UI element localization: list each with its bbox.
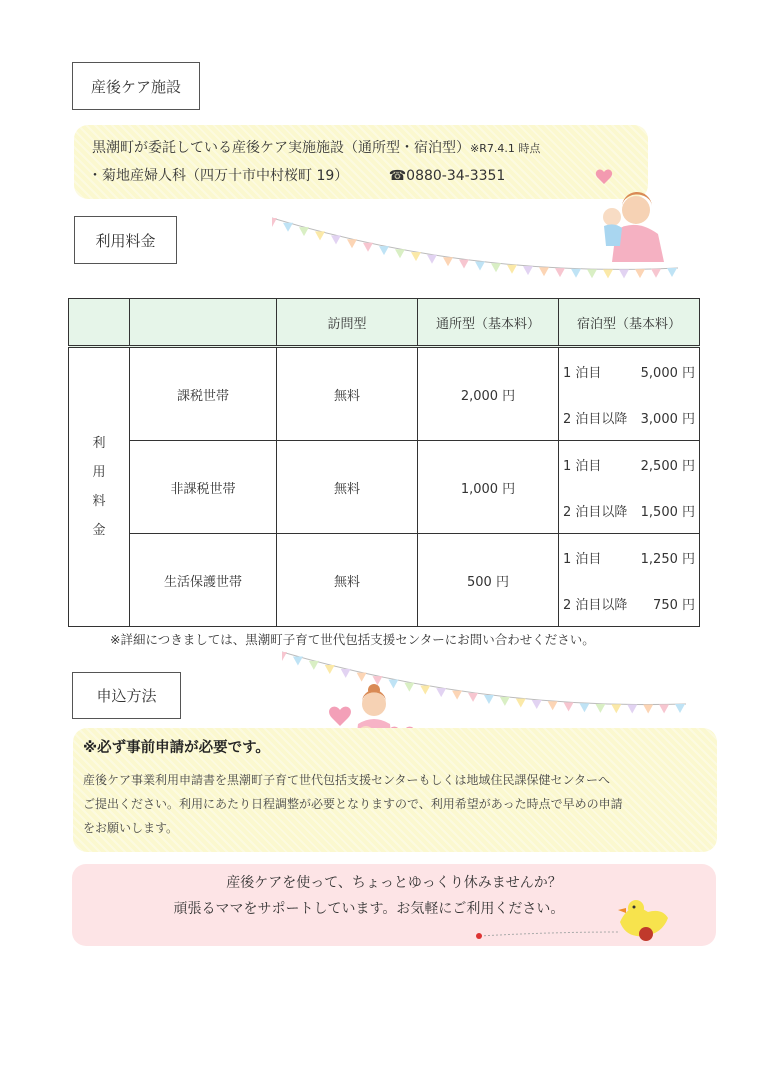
stay-label: 2 泊目以降 [563, 411, 628, 427]
category-cell: 課税世帯 [130, 347, 277, 441]
bunting-flag [459, 259, 469, 268]
closing-line-1: 産後ケアを使って、ちょっとゆっくり休みませんか？ [226, 875, 562, 891]
bunting-flag [484, 695, 494, 704]
application-panel [73, 728, 717, 852]
bunting-flag [539, 267, 549, 276]
bunting-flag [564, 702, 574, 711]
stay-label: 2 泊目以降 [563, 504, 628, 520]
heading-text: 利用料金 [95, 231, 156, 250]
header-blank-1 [69, 299, 130, 347]
bunting-flag [293, 657, 303, 666]
bunting-flag [635, 269, 645, 278]
stay-label: 1 泊目 [563, 365, 602, 381]
bunting-flag [619, 269, 629, 278]
bunting-flag [452, 691, 462, 700]
header-blank-2 [130, 299, 277, 347]
stay-cell [559, 534, 700, 627]
date-note: ※R7.4.1 時点 [470, 142, 541, 155]
bunting-flag [411, 252, 421, 261]
day-cell: 2,000 円 [418, 347, 559, 441]
duck-toy-illustration [470, 896, 672, 946]
bunting-flag [363, 243, 373, 252]
application-text-line: 産後ケア事業利用申請書を黒潮町子育て世代包括支援センターもしくは地域住民課保健センターへ [83, 773, 611, 787]
visit-cell: 無料 [277, 441, 418, 534]
header-visit: 訪問型 [277, 299, 418, 347]
bunting-flag [651, 269, 661, 278]
day-cell: 500 円 [418, 534, 559, 627]
bunting-flag [309, 661, 319, 670]
section-heading-apply [72, 672, 181, 719]
bunting-flag [427, 255, 437, 264]
category-cell: 生活保護世帯 [130, 534, 277, 627]
header-day: 通所型（基本料） [418, 299, 559, 347]
heading-text: 産後ケア施設 [90, 77, 181, 96]
stay-label: 2 泊目以降 [563, 597, 628, 613]
stay-value: 1,500 円 [640, 504, 695, 520]
bunting-flag [341, 669, 351, 678]
section-heading-fees [74, 216, 177, 264]
visit-cell: 無料 [277, 534, 418, 627]
bunting-flag [443, 257, 453, 266]
bunting-flag [507, 265, 517, 274]
bunting-flag [468, 693, 478, 702]
heading-text: 申込方法 [96, 687, 157, 705]
row-label-char: 金 [92, 523, 106, 538]
bunting-flag [667, 268, 677, 277]
bunting-flag [516, 699, 526, 708]
bunting-flag [603, 269, 613, 278]
stay-value: 1,250 円 [640, 551, 695, 567]
stay-value: 2,500 円 [640, 458, 695, 474]
category-cell: 非課税世帯 [130, 441, 277, 534]
bunting-decoration [272, 216, 678, 282]
bunting-flag [659, 704, 669, 713]
application-text-line: ご提出ください。利用にあたり日程調整が必要となりますので、利用希望があった時点で早めの申請 [83, 797, 623, 811]
bunting-flag [379, 246, 389, 255]
visit-cell: 無料 [277, 347, 418, 441]
bunting-flag [331, 235, 341, 244]
bunting-flag [643, 705, 653, 714]
bunting-flag [587, 269, 597, 278]
row-label-char: 料 [92, 494, 106, 509]
bunting-flag [675, 704, 685, 713]
row-label-char: 用 [92, 465, 106, 480]
bunting-flag [475, 261, 485, 270]
stay-value: 5,000 円 [640, 365, 695, 381]
bunting-flag [595, 704, 605, 713]
row-label-fee [69, 347, 130, 627]
required-notice: ※必ず事前申請が必要です。 [83, 740, 270, 756]
fee-table [68, 298, 700, 627]
bunting-flag [282, 652, 287, 661]
stay-label: 1 泊目 [563, 551, 602, 567]
bunting-flag [500, 697, 510, 706]
bunting-flag [532, 700, 542, 709]
row-label-char: 利 [92, 436, 106, 451]
stay-value: 750 円 [653, 597, 695, 613]
bunting-flag [548, 701, 558, 710]
facility-intro: 黒潮町が委託している産後ケア実施施設（通所型・宿泊型） [92, 140, 470, 156]
bunting-flag [627, 705, 637, 714]
bunting-flag [571, 269, 581, 278]
stay-value: 3,000 円 [640, 411, 695, 427]
stay-cell [559, 347, 700, 441]
section-heading-facility [72, 62, 200, 110]
stay-label: 1 泊目 [563, 458, 602, 474]
facility-phone: ☎0880-34-3351 [388, 168, 506, 184]
header-stay: 宿泊型（基本料） [559, 299, 700, 347]
bunting-flag [283, 223, 293, 232]
fee-footnote: ※詳細につきましては、黒潮町子育て世代包括支援センターにお問い合わせください。 [110, 632, 595, 647]
bunting-flag [611, 704, 621, 713]
facility-name: ・菊地産婦人科（四万十市中村桜町 19） [88, 168, 349, 184]
facility-info-panel [74, 125, 648, 199]
day-cell: 1,000 円 [418, 441, 559, 534]
stay-cell [559, 441, 700, 534]
bunting-flag [523, 266, 533, 275]
bunting-flag [436, 688, 446, 697]
bunting-flag [347, 239, 357, 248]
bunting-flag [579, 703, 589, 712]
bunting-flag [395, 249, 405, 258]
bunting-flag [315, 231, 325, 240]
bunting-flag [491, 263, 501, 272]
bunting-flag [325, 665, 335, 674]
closing-line-2: 頑張るママをサポートしています。お気軽にご利用ください。 [173, 901, 565, 917]
bunting-flag [555, 268, 565, 277]
application-text-line: をお願いします。 [83, 821, 179, 835]
bunting-flag [299, 227, 309, 236]
